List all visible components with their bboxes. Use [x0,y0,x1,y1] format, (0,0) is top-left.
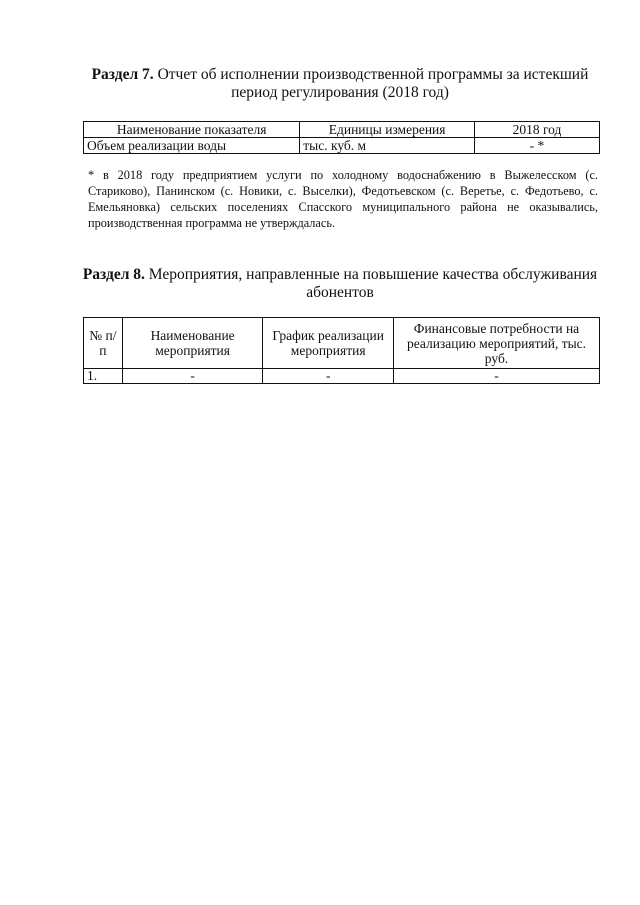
section-8-title: Мероприятия, направленные на повышение качества обслуживания абонентов [144,266,598,301]
table-cell: 1. [84,369,123,384]
header-number: № п/п [84,318,123,369]
header-schedule: График реализации мероприятия [263,318,394,369]
table-row [84,369,600,384]
section-8-number: Раздел 8. [82,266,145,283]
section-7-title: Отчет об исполнении производственной программы за истекший период регулирования (2018 год) [153,66,589,101]
header-financial-needs: Финансовые потребности на реализацию мероприятий, тыс. руб. [393,318,599,369]
section-7-table [83,121,600,154]
table-header-row [84,122,600,138]
table-header-row [84,318,600,369]
section-7-heading [80,66,600,102]
header-year: 2018 год [474,122,599,138]
table-cell: - [393,369,599,384]
section-8-table [83,317,600,384]
header-measure-name: Наименование мероприятия [122,318,263,369]
footnote: * в 2018 году предприятием услуги по холодному водоснабжению в Выжелесском (с. Стариково), Панинском (с. Новики, с. Выселки), Федотьевском (с. Веретье, с. Федотьево, с. Емельяновка) сельских поселениях Спасского муниципального района не оказывались, производственная программа не утверждалась. [88,168,598,230]
table-row [84,138,600,154]
header-units: Единицы измерения [300,122,475,138]
table-cell: - [263,369,394,384]
table-cell: Объем реализации воды [84,138,300,154]
table-cell: тыс. куб. м [300,138,475,154]
table-cell: - * [474,138,599,154]
section-8-heading [80,266,600,302]
section-7-number: Раздел 7. [91,66,154,83]
table-cell: - [122,369,263,384]
header-indicator-name: Наименование показателя [84,122,300,138]
